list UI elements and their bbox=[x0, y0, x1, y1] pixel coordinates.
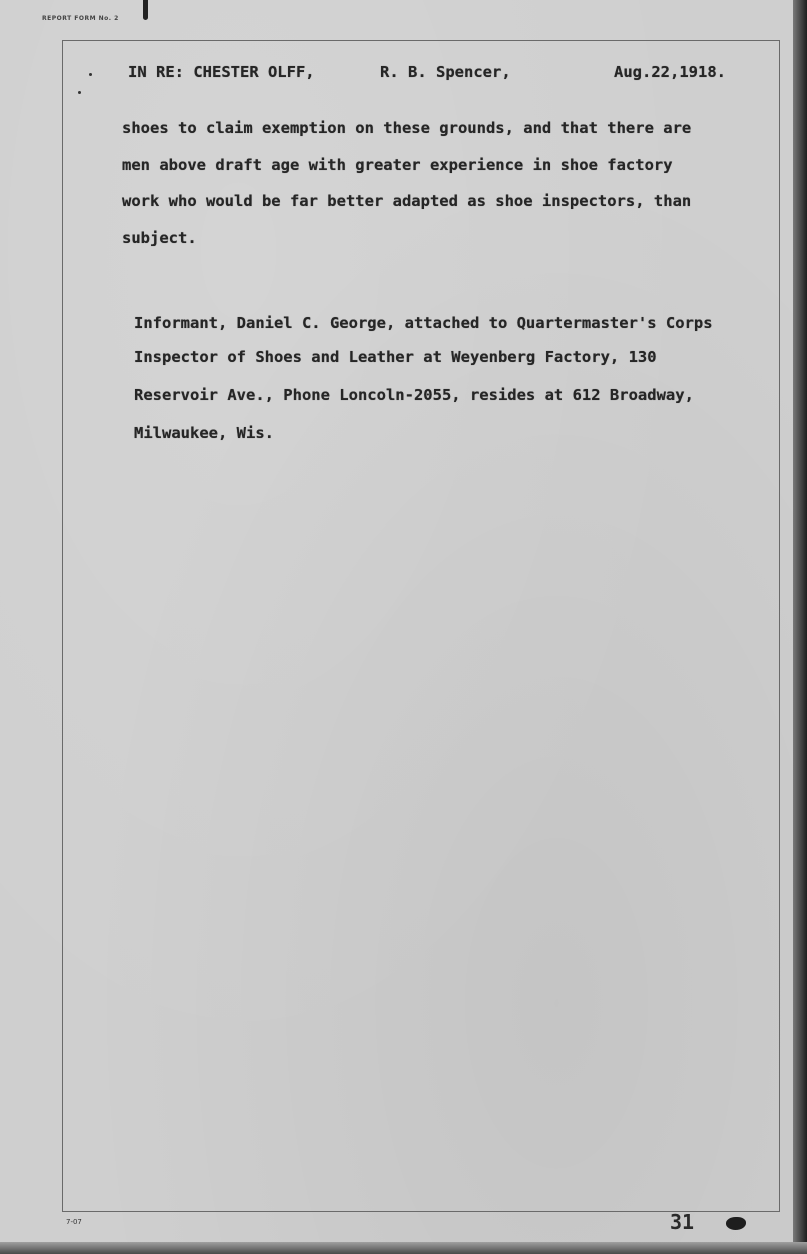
body-line: shoes to claim exemption on these grounds, and that there are bbox=[122, 119, 692, 137]
binding-mark bbox=[143, 0, 148, 20]
punch-dot bbox=[78, 91, 81, 94]
page-border bbox=[62, 40, 780, 1212]
body-line: subject. bbox=[122, 229, 197, 247]
report-date: Aug.22,1918. bbox=[614, 63, 726, 81]
ink-blot bbox=[726, 1217, 746, 1230]
form-label: REPORT FORM No. 2 bbox=[42, 15, 119, 22]
agent-name: R. B. Spencer, bbox=[380, 63, 511, 81]
body-line: men above draft age with greater experience in shoe factory bbox=[122, 156, 673, 174]
page-number: 31 bbox=[670, 1210, 695, 1234]
page-edge-shadow bbox=[793, 0, 807, 1254]
informant-line: Reservoir Ave., Phone Loncoln-2055, resides at 612 Broadway, bbox=[134, 386, 694, 404]
form-code: 7-07 bbox=[66, 1218, 82, 1226]
page-bottom-shadow bbox=[0, 1242, 807, 1254]
informant-line: Milwaukee, Wis. bbox=[134, 424, 274, 442]
punch-dot bbox=[89, 73, 92, 76]
informant-line: Informant, Daniel C. George, attached to Quartermaster's Corps bbox=[134, 314, 713, 332]
case-title: IN RE: CHESTER OLFF, bbox=[128, 63, 315, 81]
informant-line: Inspector of Shoes and Leather at Weyenberg Factory, 130 bbox=[134, 348, 657, 366]
body-line: work who would be far better adapted as shoe inspectors, than bbox=[122, 192, 692, 210]
